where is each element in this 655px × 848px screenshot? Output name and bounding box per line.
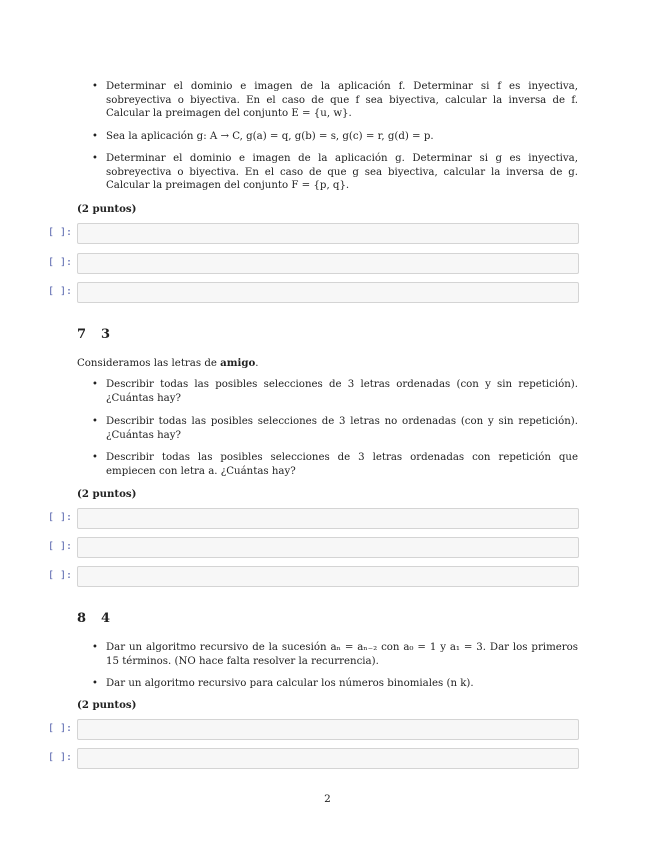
section-title: 3 — [101, 327, 111, 342]
cell-prompt: [ ]: — [48, 752, 73, 763]
list-item-text: Dar un algoritmo recursivo para calcular los números binomiales (n k). — [106, 678, 474, 689]
cell-prompt: [ ]: — [48, 723, 73, 734]
code-cell[interactable] — [0, 719, 655, 740]
list-item-text: Sea la aplicación g: A → C, g(a) = q, g(b) = s, g(c) = r, g(d) = p. — [106, 131, 434, 142]
bullet: • — [92, 452, 98, 463]
intro-suffix: . — [255, 358, 259, 369]
bullet: • — [92, 379, 98, 390]
cell-input[interactable] — [77, 719, 579, 740]
code-cell[interactable] — [0, 253, 655, 274]
section-intro — [77, 357, 259, 370]
list-item-text: Dar un algoritmo recursivo de la sucesión aₙ = aₙ₋₂ con a₀ = 1 y a₁ = 3. Dar los primeros 15 términos. (NO hace falta resolver la recurrencia). — [106, 642, 578, 667]
section-heading — [77, 327, 111, 342]
cell-prompt: [ ]: — [48, 512, 73, 523]
bullet: • — [92, 416, 98, 427]
bullet: • — [92, 153, 98, 164]
section-title: 4 — [101, 611, 111, 626]
code-cell[interactable] — [0, 748, 655, 769]
code-cell[interactable] — [0, 508, 655, 529]
cell-input[interactable] — [77, 566, 579, 587]
bullet: • — [92, 81, 98, 92]
list-item-text: Determinar el dominio e imagen de la aplicación g. Determinar si g es inyectiva, sobreyectiva o biyectiva. En el caso de que g sea biyectiva, calcular la inversa de g. Calcular la preimagen del conjunto F = {p, q}. — [106, 153, 578, 192]
list-item-text: Determinar el dominio e imagen de la aplicación f. Determinar si f es inyectiva, sobreyectiva o biyectiva. En el caso de que f sea biyectiva, calcular la inversa de f. Calcular la preimagen del conjunto E = {u, w}. — [106, 81, 578, 120]
intro-text: Consideramos las letras de — [77, 358, 221, 369]
cell-input[interactable] — [77, 282, 579, 303]
section-number: 8 — [77, 611, 87, 626]
cell-prompt: [ ]: — [48, 570, 73, 581]
cell-input[interactable] — [77, 508, 579, 529]
code-cell[interactable] — [0, 282, 655, 303]
cell-prompt: [ ]: — [48, 257, 73, 268]
cell-input[interactable] — [77, 223, 579, 244]
code-cell[interactable] — [0, 566, 655, 587]
cell-prompt: [ ]: — [48, 286, 73, 297]
bullet: • — [92, 131, 98, 142]
cell-prompt: [ ]: — [48, 541, 73, 552]
points-label: (2 puntos) — [77, 203, 137, 215]
section-heading — [77, 611, 111, 626]
points-label: (2 puntos) — [77, 699, 137, 711]
code-cell[interactable] — [0, 537, 655, 558]
cell-input[interactable] — [77, 748, 579, 769]
points-label: (2 puntos) — [77, 488, 137, 500]
intro-word: amigo — [220, 357, 256, 369]
bullet: • — [92, 642, 98, 653]
cell-input[interactable] — [77, 253, 579, 274]
page-number: 2 — [324, 793, 331, 805]
list-item-text: Describir todas las posibles selecciones de 3 letras no ordenadas (con y sin repetición). ¿Cuántas hay? — [106, 416, 578, 441]
cell-input[interactable] — [77, 537, 579, 558]
section-number: 7 — [77, 327, 87, 342]
list-item-text: Describir todas las posibles selecciones de 3 letras ordenadas (con y sin repetición).¿Cuántas hay? — [106, 379, 578, 404]
bullet: • — [92, 678, 98, 689]
list-item-text: Describir todas las posibles selecciones de 3 letras ordenadas con repetición que empiecen con letra a. ¿Cuántas hay? — [106, 452, 578, 477]
cell-prompt: [ ]: — [48, 227, 73, 238]
code-cell[interactable] — [0, 223, 655, 244]
